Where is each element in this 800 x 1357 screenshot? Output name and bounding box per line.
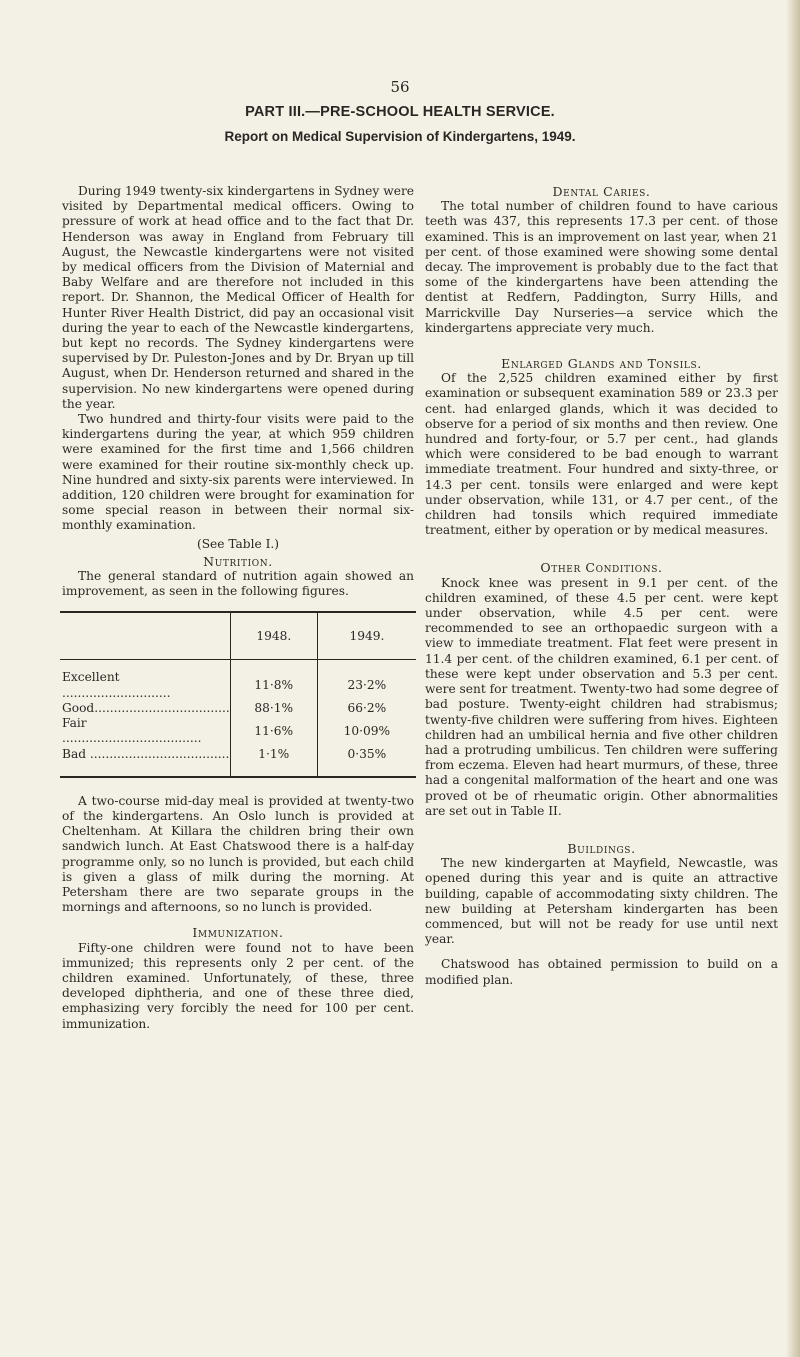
nutrition-table (60, 611, 416, 777)
buildings-paragraph-1: The new kindergarten at Mayfield, Newcastle, was opened during this year and is quite an attractive building, capable of accommodating sixty children. The new building at Petersham kindergarten has been commenced, but will not be ready for use until next year. (425, 856, 778, 947)
left-column (62, 184, 414, 1032)
table-header-1948: 1948. (230, 612, 317, 660)
intro-paragraph-2: Two hundred and thirty-four visits were paid to the kindergartens during the year, at which 959 children were examined for the first time and 1,566 children were examined for their routine six-monthly check up. Nine hundred and sixty-six parents were interviewed. In addition, 120 children were brought for examination for some special reason in between their normal six-monthly examination. (62, 412, 414, 533)
buildings-paragraph-2: Chatswood has obtained permission to build on a modified plan. (425, 957, 778, 987)
other-conditions-heading: Other Conditions. (540, 560, 663, 576)
nutrition-table-wrapper (60, 611, 416, 777)
row-label: Excellent ............................ (62, 670, 171, 700)
value-1948: 11·8% (230, 660, 317, 701)
value-1949: 66·2% (317, 701, 416, 716)
table-header-1949: 1949. (317, 612, 416, 660)
row-label: Bad .................................... (62, 746, 230, 761)
table-row (60, 716, 416, 746)
row-label: Good................................... (62, 700, 230, 715)
value-1948: 88·1% (230, 701, 317, 716)
value-1949: 10·09% (317, 716, 416, 746)
value-1948: 11·6% (230, 716, 317, 746)
immunization-paragraph: Fifty-one children were found not to have been immunized; this represents only 2 per cent. of the children examined. Unfortunately, of these, three developed diphtheria, and one of these three died, emphasizing very forcibly the need for 100 per cent. immunization. (62, 940, 414, 1031)
table-header-row (60, 612, 416, 660)
other-conditions-paragraph: Knock knee was present in 9.1 per cent. of the children examined, of these 4.5 per cent. were kept under observation, while 4.5 per cent. were recommended to see an orthopaedic surgeon with a view to immediate treatment. Flat feet were present in 11.4 per cent. of the children examined, 6.1 per cent. of these were kept under observation and 5.3 per cent. were sent for treatment. Twenty-two had some degree of bad posture. Twenty-eight children had strabismus; twenty-five children were suffering from hives. Eighteen children had an umbilical hernia and five other children had a protruding umbilicus. Ten children were suffering from eczema. Eleven had heart murmurs, of these, three had a congenital malformation of the heart and one was proved ot be of rheumatic origin. Other abnormalities are set out in Table II. (425, 575, 779, 818)
part-title: PART III.—PRE-SCHOOL HEALTH SERVICE. (245, 104, 555, 120)
table-header-blank (60, 612, 230, 660)
dental-caries-paragraph: The total number of children found to have carious teeth was 437, this represents 17.3 per cent. of those examined. This is an improvement on last year, when 21 per cent. of those examined were showing some dental decay. The improvement is probably due to the fact that some of the kindergartens have been attending the dentist at Redfern, Paddington, Surry Hills, and Marrickville Day Nurseries—a service which the kindergartens appreciate very much. (425, 199, 778, 335)
glands-heading: Enlarged Glands and Tonsils. (501, 356, 702, 372)
intro-paragraph-1: During 1949 twenty-six kindergartens in Sydney were visited by Departmental medical officers. Owing to pressure of work at head office and to the fact that Dr. Henderson was away in England from February till August, the Newcastle kindergartens were not visited by medical officers from the Division of Maternial and Baby Welfare and are therefore not included in this report. Dr. Shannon, the Medical Officer of Health for Hunter River Health District, did pay an occasional visit during the year to each of the Newcastle kindergartens, but kept no records. The Sydney kindergartens were supervised by Dr. Puleston-Jones and by Dr. Bryan up till August, when Dr. Henderson returned and shared in the supervision. No new kindergartens were opened during the year. (62, 184, 414, 411)
see-table-reference: (See Table I.) (196, 536, 280, 551)
table-row (60, 701, 416, 716)
nutrition-paragraph: The general standard of nutrition again showed an improvement, as seen in the following figures. (62, 569, 414, 599)
glands-paragraph: Of the 2,525 children examined either by first examination or subsequent examination 589 or 23.3 per cent. had enlarged glands, which it was decided to observe for a period of six months and then review. One hundred and forty-four, or 5.7 per cent., had glands which were considered to be bad enough to warrant immediate treatment. Four hundred and sixty-three, or 14.3 per cent. tonsils were enlarged and were kept under observation, while 131, or 4.7 per cent., of the children had tonsils which required immediate treatment, either by operation or by medical measures. (425, 371, 778, 538)
right-column (425, 184, 778, 988)
table-row (60, 747, 416, 777)
meal-paragraph: A two-course mid-day meal is provided at twenty-two of the kindergartens. An Oslo lunch is provided at Cheltenham. At Killara the children bring their own sandwich lunch. At East Chatswood there is a half-day programme only, so no lunch is provided, but each child is given a glass of milk during the morning. At Petersham there are two separate groups in the mornings and afternoons, so no lunch is provided. (62, 793, 414, 915)
page-number: 56 (390, 78, 410, 96)
page-edge-shadow (786, 0, 800, 1357)
report-title: Report on Medical Supervision of Kindergartens, 1949. (224, 129, 576, 144)
dental-caries-heading: Dental Caries. (552, 184, 651, 199)
buildings-heading: Buildings. (567, 840, 636, 856)
value-1949: 0·35% (317, 747, 416, 777)
value-1948: 1·1% (230, 747, 317, 777)
immunization-heading: Immunization. (192, 925, 284, 941)
nutrition-heading: Nutrition. (203, 553, 273, 569)
row-label: Fair .................................... (62, 716, 202, 746)
table-row (60, 660, 416, 701)
value-1949: 23·2% (317, 660, 416, 701)
